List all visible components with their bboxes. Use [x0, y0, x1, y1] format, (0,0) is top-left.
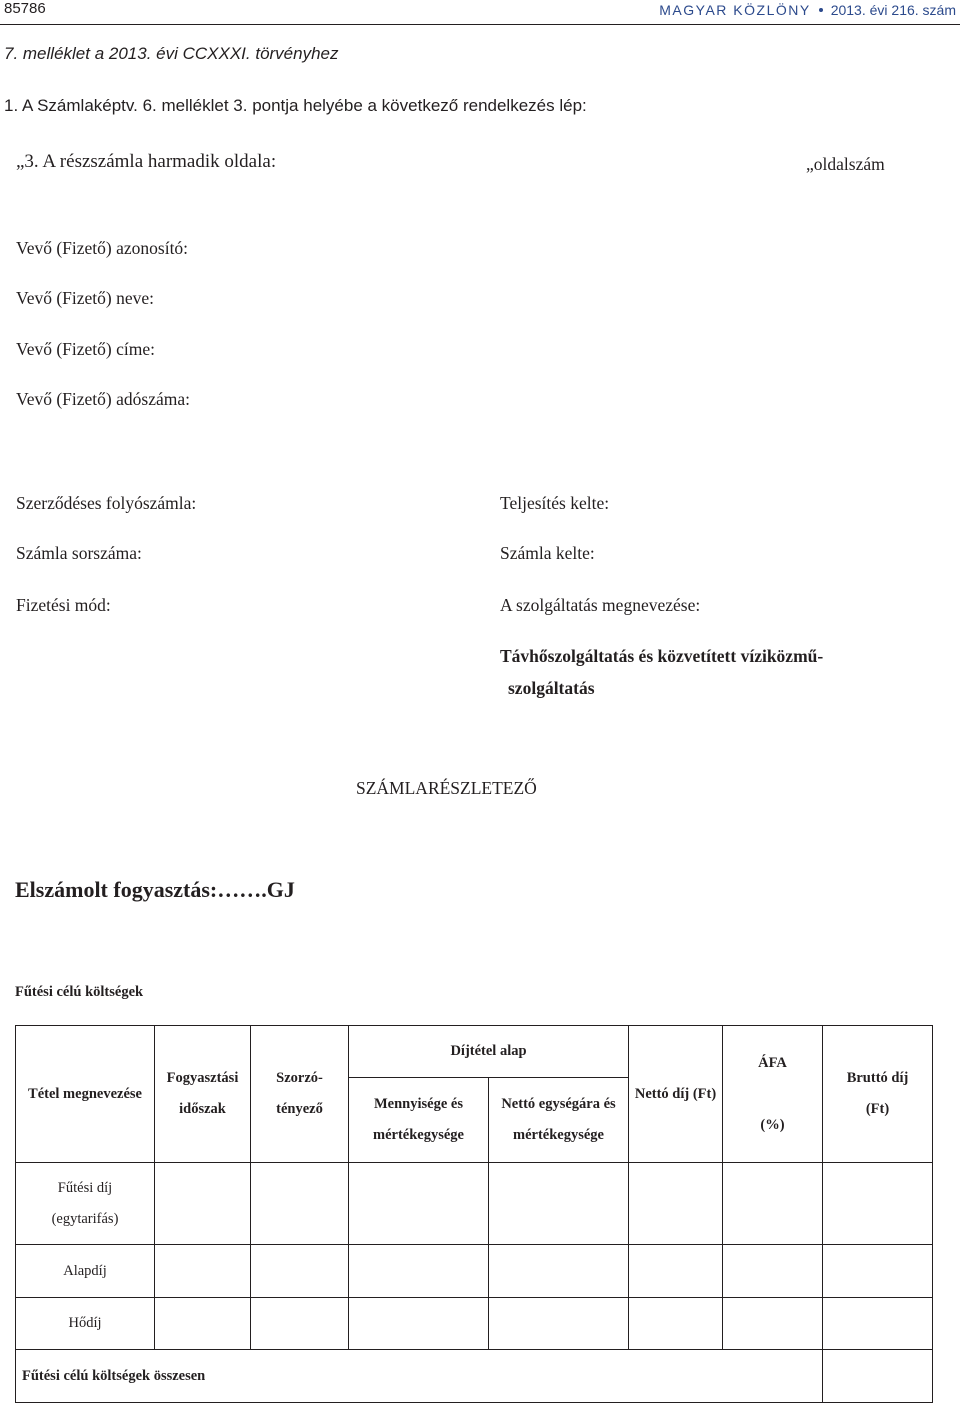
table-row [16, 1350, 933, 1403]
heating-costs-table [15, 1025, 933, 1403]
service-name-label: A szolgáltatás megnevezése: [500, 595, 701, 615]
header-period-line1: Fogyasztási [166, 1070, 239, 1086]
table-cell[interactable] [489, 1298, 629, 1350]
table-cell[interactable] [823, 1350, 933, 1403]
buyer-name-label: Vevő (Fizető) neve: [16, 288, 155, 308]
header-quantity [349, 1078, 489, 1163]
buyer-address-label: Vevő (Fizető) címe: [16, 339, 155, 359]
table-cell[interactable] [489, 1163, 629, 1245]
table-cell[interactable] [489, 1245, 629, 1298]
table-cell[interactable] [723, 1245, 823, 1298]
table-cell[interactable] [155, 1298, 251, 1350]
page-number: 85786 [4, 0, 46, 17]
header-multiplier-line1: Szorzó- [276, 1070, 323, 1086]
invoice-serial-label: Számla sorszáma: [16, 543, 142, 563]
page-heading: „3. A részszámla harmadik oldala: [16, 151, 277, 172]
fulfillment-date-label: Teljesítés kelte: [500, 493, 610, 513]
table-cell[interactable] [823, 1163, 933, 1245]
header-unit-price [489, 1078, 629, 1163]
table-cell[interactable] [629, 1245, 723, 1298]
header-vat [723, 1026, 823, 1163]
table-cell[interactable] [251, 1298, 349, 1350]
journal-header [659, 2, 956, 18]
header-rule [0, 24, 960, 25]
header-period [155, 1026, 251, 1163]
invoice-date-label: Számla kelte: [500, 543, 595, 563]
table-cell[interactable] [251, 1163, 349, 1245]
header-multiplier-line2: tényező [276, 1101, 323, 1117]
row-heating-fee-line2: (egytarifás) [51, 1210, 119, 1227]
details-title: SZÁMLARÉSZLETEZŐ [356, 778, 537, 798]
header-net-fee: Nettó díj (Ft) [629, 1026, 723, 1163]
header-gross-line2: (Ft) [865, 1101, 890, 1117]
row-heat-fee: Hődíj [16, 1298, 155, 1350]
header-quantity-line2: mértékegysége [373, 1127, 464, 1143]
contract-account-label: Szerződéses folyószámla: [16, 493, 197, 513]
amendment-point: 1. A Számlaképtv. 6. melléklet 3. pontja helyébe a következő rendelkezés lép: [4, 96, 587, 115]
table-cell[interactable] [349, 1245, 489, 1298]
bullet-separator [819, 8, 823, 12]
service-name-value-line1: Távhőszolgáltatás és közvetített víziközmű- [500, 646, 824, 666]
header-item-name: Tétel megnevezése [16, 1026, 155, 1163]
table-cell[interactable] [629, 1298, 723, 1350]
table-cell[interactable] [349, 1298, 489, 1350]
table-cell[interactable] [723, 1163, 823, 1245]
header-gross-fee [823, 1026, 933, 1163]
header-unit-price-line1: Nettó egységára és [501, 1096, 616, 1112]
header-period-line2: időszak [179, 1101, 226, 1117]
header-gross-line1: Bruttó díj [846, 1070, 909, 1086]
table-cell[interactable] [155, 1245, 251, 1298]
consumption-line: Elszámolt fogyasztás:…….GJ [15, 877, 295, 902]
table-cell[interactable] [155, 1163, 251, 1245]
header-vat-line2: (%) [760, 1116, 785, 1133]
buyer-id-label: Vevő (Fizető) azonosító: [16, 238, 189, 258]
journal-issue: 2013. évi 216. szám [830, 2, 956, 18]
header-vat-line1: ÁFA [758, 1054, 787, 1071]
payment-method-label: Fizetési mód: [16, 595, 111, 615]
page-number-placeholder: „oldalszám [806, 154, 885, 174]
service-name-value-line2: szolgáltatás [508, 678, 595, 698]
row-total: Fűtési célú költségek összesen [16, 1350, 823, 1403]
row-heating-fee-line1: Fűtési díj [57, 1179, 113, 1196]
table-cell[interactable] [251, 1245, 349, 1298]
header-quantity-line1: Mennyisége és [374, 1096, 463, 1112]
row-heating-fee [16, 1163, 155, 1245]
table-row [16, 1163, 933, 1245]
table-cell[interactable] [823, 1298, 933, 1350]
header-unit-price-line2: mértékegysége [513, 1127, 604, 1143]
table-cell[interactable] [723, 1298, 823, 1350]
table-row [16, 1245, 933, 1298]
annex-title: 7. melléklet a 2013. évi CCXXXI. törvényhez [4, 44, 339, 63]
header-fee-basis: Díjtétel alap [349, 1026, 629, 1078]
table-cell[interactable] [349, 1163, 489, 1245]
table-row [16, 1298, 933, 1350]
row-base-fee: Alapdíj [16, 1245, 155, 1298]
heating-costs-title: Fűtési célú költségek [15, 984, 144, 1000]
buyer-tax-label: Vevő (Fizető) adószáma: [16, 389, 190, 409]
header-multiplier [251, 1026, 349, 1163]
table-header-row [16, 1026, 933, 1078]
table-cell[interactable] [629, 1163, 723, 1245]
journal-title: MAGYAR KÖZLÖNY [659, 2, 811, 18]
table-cell[interactable] [823, 1245, 933, 1298]
